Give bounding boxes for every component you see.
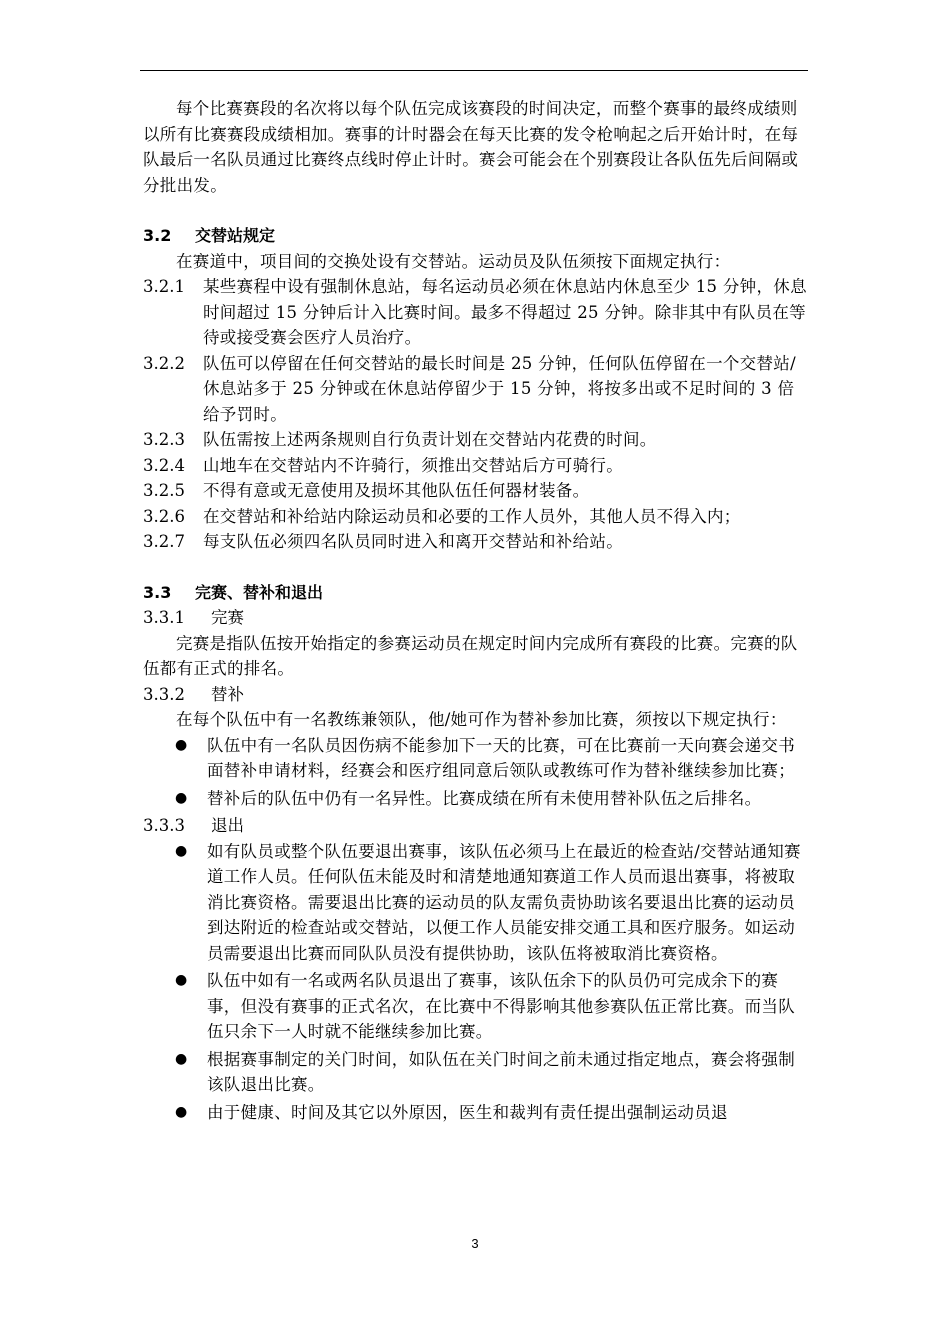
- bullet-item: [175, 839, 807, 967]
- list-item: [143, 427, 807, 453]
- subsection-heading-3-3-3: [143, 813, 807, 839]
- section-title: 完赛、替补和退出: [195, 582, 324, 602]
- header-rule: [140, 70, 808, 71]
- bullet-item: [175, 1047, 807, 1098]
- list-item: [143, 504, 807, 530]
- item-number: 3.2.4: [143, 455, 185, 475]
- list-item: [143, 274, 807, 351]
- bullet-text: 根据赛事制定的关门时间，如队伍在关门时间之前未通过指定地点，赛会将强制该队退出比赛。: [207, 1049, 795, 1094]
- bullet-item: [175, 1100, 807, 1126]
- list-item: [143, 453, 807, 479]
- withdraw-bullet-list: [175, 839, 807, 1126]
- spacer: [143, 198, 807, 223]
- item-text: 在交替站和补给站内除运动员和必要的工作人员外，其他人员不得入内；: [203, 506, 741, 526]
- intro-paragraph: 每个比赛赛段的名次将以每个队伍完成该赛段的时间决定，而整个赛事的最终成绩则以所有比赛赛段成绩相加。赛事的计时器会在每天比赛的发令枪响起之后开始计时，在每队最后一名队员通过比赛终点线时停止计时。赛会可能会在个别赛段让各队伍先后间隔或分批出发。: [143, 99, 799, 195]
- item-text: 山地车在交替站内不许骑行，须推出交替站后方可骑行。: [203, 455, 623, 475]
- section-number: 3.2: [143, 226, 172, 245]
- substitute-bullet-list: [175, 733, 807, 812]
- list-item: [143, 351, 807, 428]
- item-number: 3.2.1: [143, 277, 185, 296]
- subsection-title: 退出: [211, 816, 244, 835]
- bullet-item: [175, 968, 807, 1045]
- item-number: 3.2.3: [143, 430, 185, 449]
- rules-list-3-2: [143, 274, 807, 555]
- item-number: 3.2.5: [143, 481, 185, 500]
- item-text: 队伍可以停留在任何交替站的最长时间是 25 分钟，任何队伍停留在一个交替站/休息站多于 25 分钟或在休息站停留少于 15 分钟，将按多出或不足时间的 3 倍给予罚时。: [203, 353, 796, 424]
- bullet-text: 队伍中有一名队员因伤病不能参加下一天的比赛，可在比赛前一天向赛会递交书面替补申请材料，经赛会和医疗组同意后领队或教练可作为替补继续参加比赛；: [207, 735, 795, 780]
- item-number: 3.2.6: [143, 506, 185, 526]
- list-item: [143, 529, 807, 555]
- bullet-text: 替补后的队伍中仍有一名异性。比赛成绩在所有未使用替补队伍之后排名。: [207, 788, 762, 808]
- subsection-heading-3-3-1: [143, 605, 807, 631]
- subsection-title: 替补: [211, 684, 244, 704]
- bullet-dot-icon: ●: [175, 1050, 188, 1067]
- list-item: [143, 478, 807, 504]
- subsection-number: 3.3.3: [143, 816, 185, 835]
- item-text: 每支队伍必须四名队员同时进入和离开交替站和补给站。: [203, 532, 623, 551]
- bullet-dot-icon: ●: [175, 972, 188, 988]
- item-text: 队伍需按上述两条规则自行负责计划在交替站内花费的时间。: [203, 430, 657, 449]
- subsection-heading-3-3-2: [143, 682, 807, 708]
- section-intro: 在赛道中，项目间的交换处设有交替站。运动员及队伍须按下面规定执行：: [176, 251, 731, 271]
- section-heading-3-3: [143, 580, 807, 606]
- bullet-text: 如有队员或整个队伍要退出赛事，该队伍必须马上在最近的检查站/交替站通知赛道工作人员。任何队伍未能及时和清楚地通知赛道工作人员而退出赛事，将被取消比赛资格。需要退出比赛的运动员的队友需负责协助该名要退出比赛的运动员到达附近的检查站或交替站，以便工作人员能安排交通工具和医疗服务。如运动员需要退出比赛而同队队员没有提供协助，该队伍将被取消比赛资格。: [207, 841, 801, 963]
- page-content: [143, 96, 807, 1127]
- item-number: 3.2.7: [143, 532, 185, 551]
- bullet-dot-icon: ●: [175, 842, 188, 859]
- item-text: 不得有意或无意使用及损坏其他队伍任何器材装备。: [203, 481, 590, 500]
- subsection-text: 完赛是指队伍按开始指定的参赛运动员在规定时间内完成所有赛段的比赛。完赛的队伍都有正式的排名。: [143, 633, 798, 678]
- bullet-text: 由于健康、时间及其它以外原因，医生和裁判有责任提出强制运动员退: [207, 1102, 728, 1122]
- bullet-item: [175, 786, 807, 812]
- section-title: 交替站规定: [195, 226, 276, 245]
- page-number: 3: [471, 1236, 479, 1251]
- subsection-text: 在每个队伍中有一名教练兼领队，他/她可作为替补参加比赛，须按以下规定执行：: [176, 710, 787, 729]
- bullet-dot-icon: ●: [175, 1103, 188, 1120]
- spacer: [143, 555, 807, 580]
- section-number: 3.3: [143, 582, 172, 602]
- section-heading-3-2: [143, 223, 807, 249]
- bullet-text: 队伍中如有一名或两名队员退出了赛事，该队伍余下的队员仍可完成余下的赛事，但没有赛事的正式名次，在比赛中不得影响其他参赛队伍正常比赛。而当队伍只余下一人时就不能继续参加比赛。: [207, 971, 795, 1041]
- subsection-number: 3.3.1: [143, 608, 185, 627]
- bullet-dot-icon: ●: [175, 789, 188, 806]
- subsection-number: 3.3.2: [143, 684, 185, 704]
- subsection-title: 完赛: [211, 608, 244, 627]
- item-number: 3.2.2: [143, 353, 185, 373]
- item-text: 某些赛程中设有强制休息站，每名运动员必须在休息站内休息至少 15 分钟，休息时间超过 15 分钟后计入比赛时间。最多不得超过 25 分钟。除非其中有队员在等待或接受赛会医疗人员治疗。: [203, 277, 807, 347]
- bullet-dot-icon: ●: [175, 736, 188, 753]
- bullet-item: [175, 733, 807, 784]
